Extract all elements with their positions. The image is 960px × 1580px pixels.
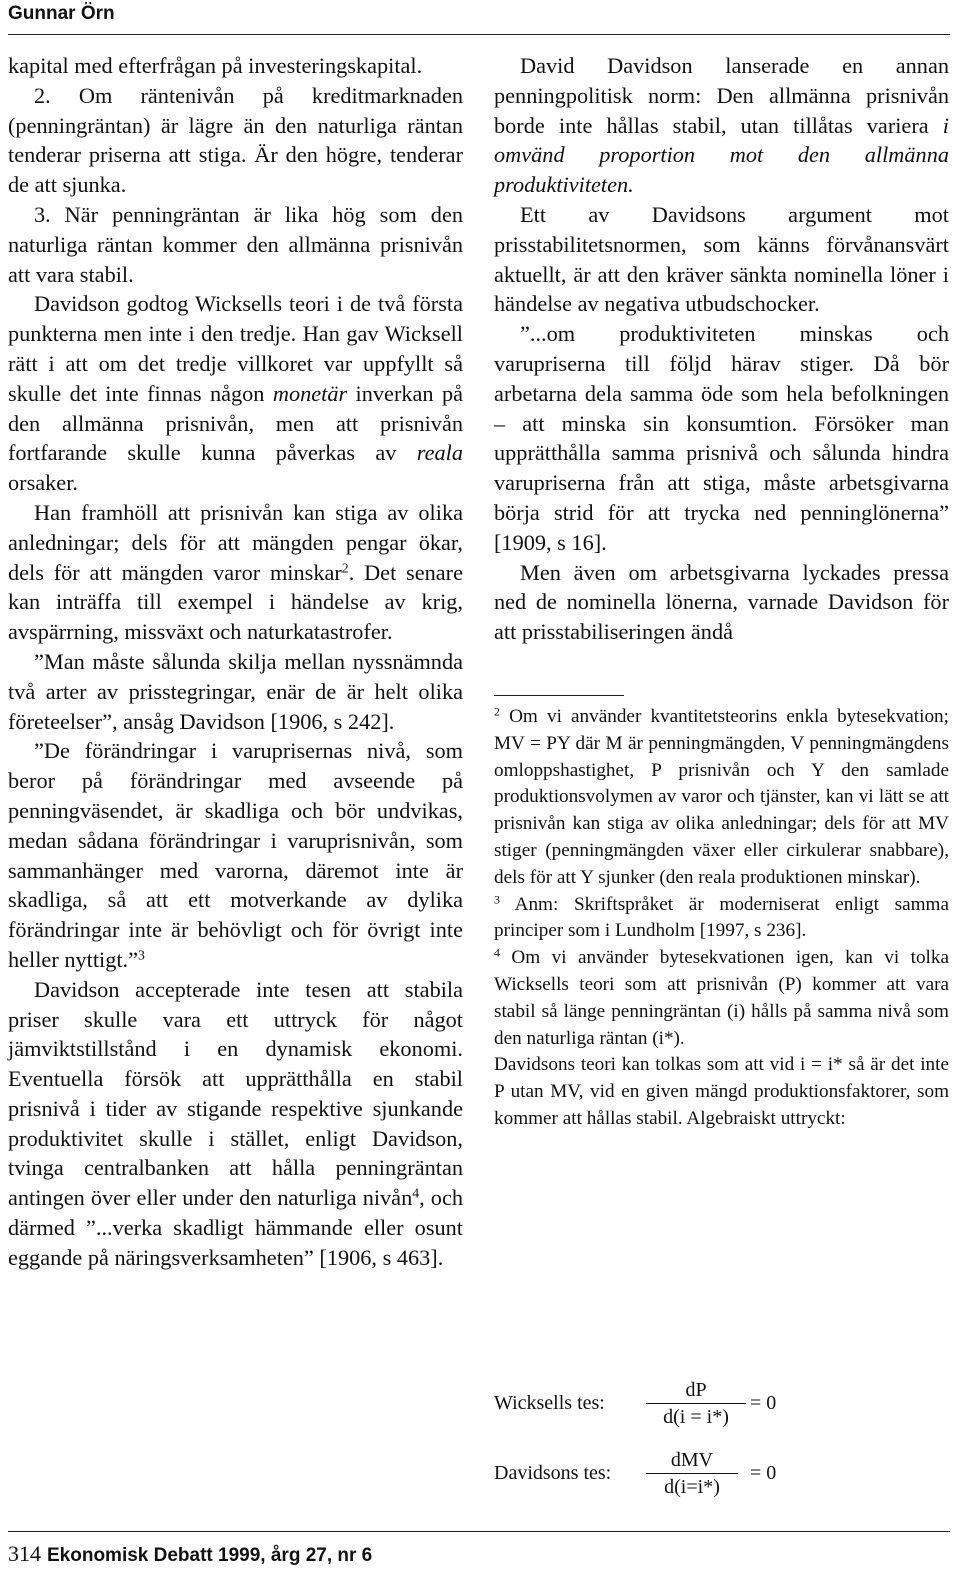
footnote-rule	[494, 695, 624, 696]
emphasis-text: monetär	[272, 380, 348, 406]
paragraph-text: ”De förändringar i varuprisernas nivå, som beror på förändringar med avseende på penningväsendet, är skadliga och bör undvikas, medan sådana förändringar i varuprisnivån, som sammanhänger med varorna, däremot inte är skadliga, så att ett motverkande av dylika förändringar inte är behövligt och för övrigt inte heller nyttigt.”	[8, 738, 463, 972]
footnote-number: 3	[494, 891, 500, 906]
paragraph-text: Davidson accepterade inte tesen att stabila priser skulle vara ett uttryck för något jämviktstillstånd i en dynamisk ekonomi. Eventuella försök att upprätthålla en stabil prisnivå i tider av stigande respektive sjunkande produktivitet skulle i stället, enligt Davidson, tvinga centralbanken att hålla penningräntan antingen över eller under den naturliga nivån	[8, 976, 463, 1211]
fraction-numerator: dP	[646, 1377, 746, 1404]
paragraph	[8, 51, 463, 81]
footer-rule	[8, 1531, 950, 1532]
paragraph	[494, 51, 949, 200]
paragraph-text: Han framhöll att prisnivån kan stiga av olika anledningar; dels för att mängden pengar ökar, dels för att mängden varor minskar	[8, 499, 463, 585]
paragraph	[494, 558, 949, 647]
paragraph-text: . Det senare kan inträffa till exempel i händelse av krig, avspärrning, missväxt och naturkatastrofer.	[8, 559, 464, 645]
footnote-text: Om vi använder kvantitetsteorins enkla bytesekvation; MV = PY där M är penningmängden, V penningmängdens omloppshastighet, P prisnivån och Y den samlade produktionsvolymen av varor och tjänster, kan vi lätt se att prisnivån kan stiga av olika anledningar; dels för att MV stiger (penningmängden växer eller cirkulerar snabbare), dels för att Y sjunker (den reala produktionen minskar).	[494, 705, 949, 888]
footnote-ref[interactable]: 4	[412, 1185, 420, 1201]
equation-label: Davidsons tes:	[494, 1462, 612, 1484]
paragraph-text: David Davidson lanserade en annan penningpolitisk norm: Den allmänna prisnivån borde inte hållas stabil, utan tillåtas variera	[494, 53, 949, 138]
header-rule	[8, 34, 950, 35]
footnote-text: Om vi använder bytesekvationen igen, kan vi tolka Wicksells teori som att prisnivån (P) kommer att vara stabil så länge penningräntan (i) hålls på samma nivå som den naturliga räntan (i*).	[494, 947, 949, 1049]
running-header-author: Gunnar Örn	[8, 3, 115, 24]
footnote-text: Davidsons teori kan tolkas som att vid i = i* så är det inte P utan MV, vid en given mängd produktionsfaktorer, som kommer att hållas stabil. Algebraiskt uttryckt:	[494, 1054, 949, 1129]
journal-citation: Ekonomisk Debatt 1999, årg 27, nr 6	[47, 1545, 373, 1566]
quote-paragraph	[8, 647, 463, 736]
equation-wicksell	[494, 1377, 950, 1437]
paragraph-text: inverkan på den allmänna prisnivån, men att prisnivån fortfarande skulle kunna påverkas av	[8, 380, 463, 466]
list-item-text: 2. Om räntenivån på kreditmarknaden (penningräntan) är lägre än den naturliga räntan tenderar priserna att stiga. Är den högre, tenderar de att sjunka.	[8, 82, 463, 198]
equation-davidson	[494, 1447, 950, 1507]
footnote-4-continuation	[494, 1052, 949, 1132]
equation-rhs: = 0	[750, 1392, 777, 1414]
footnote-2	[494, 704, 949, 892]
equation-fraction	[646, 1377, 746, 1430]
equation-rhs: = 0	[750, 1462, 777, 1484]
footnote-number: 2	[494, 704, 500, 719]
emphasis-text: reala	[416, 440, 463, 466]
fraction-denominator: d(i=i*)	[664, 1476, 720, 1498]
quote-paragraph	[8, 736, 463, 974]
paragraph-text: ”...om produktiviteten minskas och varupriserna till följd härav stiger. Då bör arbetarna dela samma öde som hela befolkningen – att minska sin konsumtion. Försöker man upprätthålla samma prisnivå och sålunda hindra varupriserna från att stiga, måste arbetsgivarna börja strid för att trycka ned penninglönerna” [1909, s 16].	[494, 321, 949, 555]
fraction-denominator: d(i = i*)	[663, 1406, 729, 1428]
page-footer	[8, 1541, 372, 1567]
footnote-text: Anm: Skriftspråket är moderniserat enligt samma principer som i Lundholm [1997, s 236].	[494, 893, 949, 942]
paragraph-text: Men även om arbetsgivarna lyckades pressa ned de nominella lönerna, varnade Davidson för att prisstabiliseringen ändå	[494, 559, 949, 645]
paragraph	[8, 498, 463, 647]
equation-fraction	[646, 1447, 738, 1500]
fraction-numerator: dMV	[646, 1447, 738, 1474]
paragraph-text: , och därmed ”...verka skadligt hämmande eller osunt eggande på näringsverksamheten” [1906, s 463].	[8, 1185, 463, 1270]
list-item	[8, 81, 463, 200]
paragraph	[494, 200, 949, 319]
footnote-3	[494, 892, 949, 946]
left-column	[8, 51, 463, 1273]
footnote-number: 4	[494, 945, 500, 960]
footnote-4	[494, 945, 949, 1052]
paragraph-text: Ett av Davidsons argument mot prisstabilitetsnormen, som känns förvånansvärt aktuellt, är att den kräver sänkta nominella löner i händelse av negativa utbudschocker.	[494, 201, 949, 317]
quote-paragraph	[494, 319, 949, 557]
list-item	[8, 200, 463, 289]
paragraph-text: kapital med efterfrågan på investeringskapital.	[8, 53, 423, 78]
paragraph-text: orsaker.	[8, 470, 78, 496]
paragraph-text: Davidson godtog Wicksells teori i de två första punkterna men inte i den tredje. Han gav Wicksell rätt i att om det tredje villkoret var uppfyllt så skulle det inte finnas någon	[8, 291, 463, 406]
page-number: 314	[8, 1541, 41, 1566]
equation-label: Wicksells tes:	[494, 1392, 605, 1414]
right-column	[494, 51, 949, 1133]
footnote-ref[interactable]: 2	[341, 559, 349, 575]
paragraph	[8, 289, 463, 498]
footnote-ref[interactable]: 3	[138, 947, 145, 963]
paragraph	[8, 975, 463, 1273]
list-item-text: 3. När penningräntan är lika hög som den naturliga räntan kommer den allmänna prisnivån att vara stabil.	[8, 201, 463, 287]
paragraph-text: ”Man måste sålunda skilja mellan nyssnämnda två arter av prisstegringar, enär de är helt olika företeelser”, ansåg Davidson [1906, s 242].	[8, 648, 463, 734]
emphasis-text: i omvänd proportion mot den allmänna produktiviteten.	[494, 112, 949, 198]
